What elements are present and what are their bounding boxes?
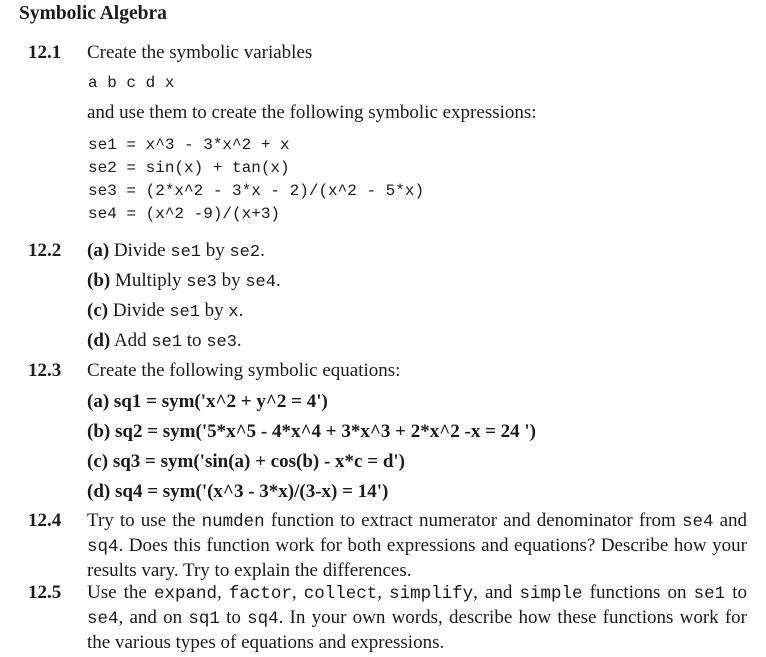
problem-12-1-number: 12.1: [28, 42, 62, 63]
problem-12-1-intro: Create the symbolic variables: [87, 42, 313, 63]
problem-12-3-item-c: [87, 451, 405, 473]
para-text: function to extract numerator and denominator from: [270, 510, 676, 531]
item-code: x: [228, 303, 239, 322]
item-code: se2: [229, 243, 261, 262]
problem-12-2-item-c: [87, 300, 243, 324]
problem-12-2-number: 12.2: [28, 240, 62, 261]
problem-12-2-item-b: [87, 270, 281, 294]
para-code: se4: [87, 609, 119, 629]
item-label: (b): [87, 270, 111, 291]
item-code: se1: [151, 333, 183, 352]
problem-12-5-number: 12.5: [28, 582, 62, 603]
para-code: numden: [201, 512, 265, 532]
equation-text: sq4 = sym('(x^3 - 3*x)/(3-x) = 14'): [114, 481, 389, 502]
item-label: (c): [87, 451, 109, 472]
problem-12-4-text: [87, 509, 747, 583]
para-text: Use the: [87, 582, 147, 603]
para-code: sq1: [188, 609, 220, 629]
para-code: sq4: [247, 609, 279, 629]
para-code: se4: [681, 512, 714, 532]
item-code: se3: [186, 273, 217, 292]
item-text: Divide: [113, 240, 166, 261]
problem-12-3-item-b: [87, 421, 536, 443]
item-code: se3: [206, 333, 237, 352]
item-text: Add: [113, 330, 147, 351]
item-text: by: [205, 240, 225, 261]
equation-text: sq3 = sym('sin(a) + cos(b) - x*c = d'): [112, 451, 405, 472]
para-text: functions on: [589, 582, 687, 603]
para-text: . Does this function work for both expressions and equations? Describe how your results vary. Try to explain the differences.: [87, 535, 747, 581]
para-punct: ,: [291, 582, 297, 603]
problem-12-1-mid: and use them to create the following symbolic expressions:: [87, 102, 537, 123]
item-punct: .: [238, 300, 244, 321]
item-code: se1: [170, 243, 201, 262]
problem-12-2-item-a: [87, 240, 265, 264]
para-text: . In your own words, describe how these functions work for the various types of equations and expressions.: [87, 607, 748, 653]
para-code: expand: [153, 584, 217, 604]
item-code: se1: [169, 303, 200, 322]
expr-se3: se3 = (2*x^2 - 3*x - 2)/(x^2 - 5*x): [88, 182, 425, 200]
para-code: factor: [228, 584, 292, 604]
para-code: sq4: [87, 537, 119, 557]
para-code: collect: [303, 584, 378, 604]
item-code: se4: [245, 273, 276, 292]
problem-12-3-number: 12.3: [28, 360, 62, 381]
item-label: (c): [87, 300, 109, 321]
problem-12-5-text: [87, 581, 747, 655]
problem-12-3-intro: Create the following symbolic equations:: [87, 360, 401, 381]
para-text: and: [719, 510, 748, 531]
para-code: simplify: [389, 584, 474, 604]
para-text: , and: [473, 582, 513, 603]
para-punct: ,: [217, 582, 222, 603]
item-punct: .: [260, 240, 265, 261]
item-punct: .: [236, 330, 242, 351]
section-title: Symbolic Algebra: [19, 3, 167, 24]
problem-12-3-item-a: [87, 391, 328, 413]
para-text: Try to use the: [87, 510, 196, 531]
para-text: to: [226, 607, 241, 628]
item-text: to: [186, 330, 202, 351]
item-text: by: [204, 300, 224, 321]
item-label: (d): [87, 330, 111, 351]
item-label: (b): [87, 421, 111, 442]
problem-12-1-vars: a b c d x: [88, 74, 175, 92]
expr-se1: se1 = x^3 - 3*x^2 + x: [88, 136, 290, 154]
para-code: simple: [519, 584, 583, 604]
para-code: se1: [693, 584, 726, 604]
item-text: by: [221, 270, 241, 291]
para-punct: ,: [377, 582, 382, 603]
expr-se4: se4 = (x^2 -9)/(x+3): [88, 205, 281, 223]
problem-12-2-item-d: [87, 330, 242, 354]
item-label: (d): [87, 481, 111, 502]
problem-12-4-number: 12.4: [28, 510, 62, 531]
equation-text: sq2 = sym('5*x^5 - 4*x^4 + 3*x^3 + 2*x^2 -x = 24 '): [114, 421, 536, 442]
item-text: Multiply: [114, 270, 182, 291]
para-text: to: [732, 582, 747, 603]
expr-se2: se2 = sin(x) + tan(x): [88, 159, 290, 177]
item-label: (a): [87, 240, 110, 261]
item-label: (a): [87, 391, 110, 412]
problem-12-3-item-d: [87, 481, 388, 503]
item-text: Divide: [112, 300, 165, 321]
item-punct: .: [275, 270, 281, 291]
para-text: , and on: [118, 607, 183, 628]
equation-text: sq1 = sym('x^2 + y^2 = 4'): [113, 391, 328, 412]
